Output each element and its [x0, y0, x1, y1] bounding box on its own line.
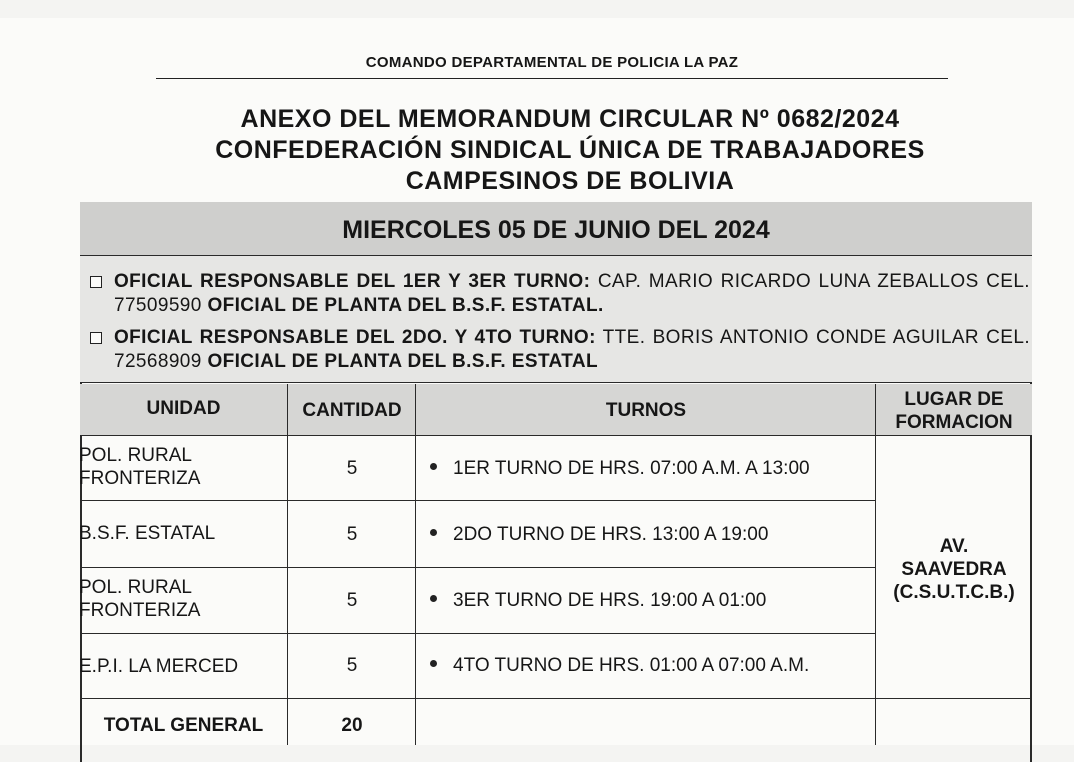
responsible-name: TTE. BORIS ANTONIO CONDE AGUILAR CEL. 72568909 — [114, 327, 1031, 372]
date-heading: MIERCOLES 05 DE JUNIO DEL 2024 — [80, 202, 1032, 256]
shift-text: 1ER TURNO DE HRS. 07:00 A.M. A 13:00 — [453, 458, 810, 479]
lugar-header-line: FORMACION — [895, 412, 1013, 433]
header-rule — [156, 78, 948, 79]
row-divider — [80, 633, 876, 634]
unit-line: POL. RURAL — [79, 445, 192, 466]
column-header-turnos: TURNOS — [605, 400, 687, 421]
row-divider — [80, 500, 876, 501]
shift-text: 4TO TURNO DE HRS. 01:00 A 07:00 A.M. — [453, 655, 810, 676]
table-row-unit — [79, 444, 285, 490]
shift-text: 3ER TURNO DE HRS. 19:00 A 01:00 — [453, 590, 767, 611]
lugar-formacion-cell — [876, 535, 1032, 604]
shift-text: 2DO TURNO DE HRS. 13:00 A 19:00 — [453, 524, 769, 545]
checkbox-bullet-icon — [90, 332, 102, 344]
unit-line: E.P.I. LA MERCED — [79, 656, 239, 677]
responsible-role: OFICIAL RESPONSABLE DEL 1ER Y 3ER TURNO: — [114, 271, 591, 292]
table-row-unit — [79, 522, 285, 545]
row-divider — [80, 698, 1032, 699]
column-divider — [415, 384, 416, 745]
checkbox-bullet-icon — [90, 276, 102, 288]
bullet-icon — [430, 595, 437, 602]
lugar-header-line: LUGAR DE — [904, 389, 1004, 410]
lugar-line: SAAVEDRA — [901, 559, 1007, 580]
title-line-2: CONFEDERACIÓN SINDICAL ÚNICA DE TRABAJADORES — [215, 136, 925, 164]
institution-header: COMANDO DEPARTAMENTAL DE POLICIA LA PAZ — [365, 54, 739, 71]
table-row-shift — [430, 655, 870, 677]
lugar-line: AV. — [939, 536, 969, 557]
total-label: TOTAL GENERAL — [103, 715, 264, 736]
lugar-line: (C.S.U.T.C.B.) — [893, 582, 1015, 603]
responsible-name: CAP. MARIO RICARDO LUNA ZEBALLOS CEL. 77509590 — [114, 271, 1030, 316]
row-divider — [80, 567, 876, 568]
table-row-quantity: 5 — [346, 524, 358, 545]
column-header-cantidad: CANTIDAD — [302, 400, 402, 421]
total-value: 20 — [341, 715, 363, 736]
table-row-shift — [430, 590, 870, 612]
responsibles-section — [80, 256, 1032, 383]
table-row-shift — [430, 458, 870, 480]
responsible-role: OFICIAL RESPONSABLE DEL 2DO. Y 4TO TURNO: — [114, 327, 596, 348]
responsible-unit: OFICIAL DE PLANTA DEL B.S.F. ESTATAL — [207, 351, 598, 372]
responsible-item — [114, 326, 1030, 374]
bullet-icon — [430, 529, 437, 536]
row-divider — [876, 435, 1032, 436]
responsible-item — [114, 270, 1030, 318]
column-header-unidad: UNIDAD — [146, 398, 221, 419]
bullet-icon — [430, 463, 437, 470]
unit-line: FRONTERIZA — [79, 468, 201, 489]
table-row-shift — [430, 524, 870, 546]
column-header-lugar — [876, 388, 1032, 434]
table-row-unit — [79, 576, 285, 622]
bullet-icon — [430, 660, 437, 667]
table-row-quantity: 5 — [346, 458, 358, 479]
table-row-quantity: 5 — [346, 590, 358, 611]
title-line-3: CAMPESINOS DE BOLIVIA — [405, 167, 735, 195]
table-row-quantity: 5 — [346, 655, 358, 676]
unit-line: POL. RURAL — [79, 577, 192, 598]
column-divider — [287, 384, 288, 745]
unit-line: FRONTERIZA — [79, 600, 201, 621]
responsible-unit: OFICIAL DE PLANTA DEL B.S.F. ESTATAL. — [207, 295, 604, 316]
row-divider — [80, 435, 876, 436]
table-row-unit — [79, 655, 285, 678]
title-line-1: ANEXO DEL MEMORANDUM CIRCULAR Nº 0682/2024 — [240, 105, 900, 133]
unit-line: B.S.F. ESTATAL — [79, 523, 216, 544]
